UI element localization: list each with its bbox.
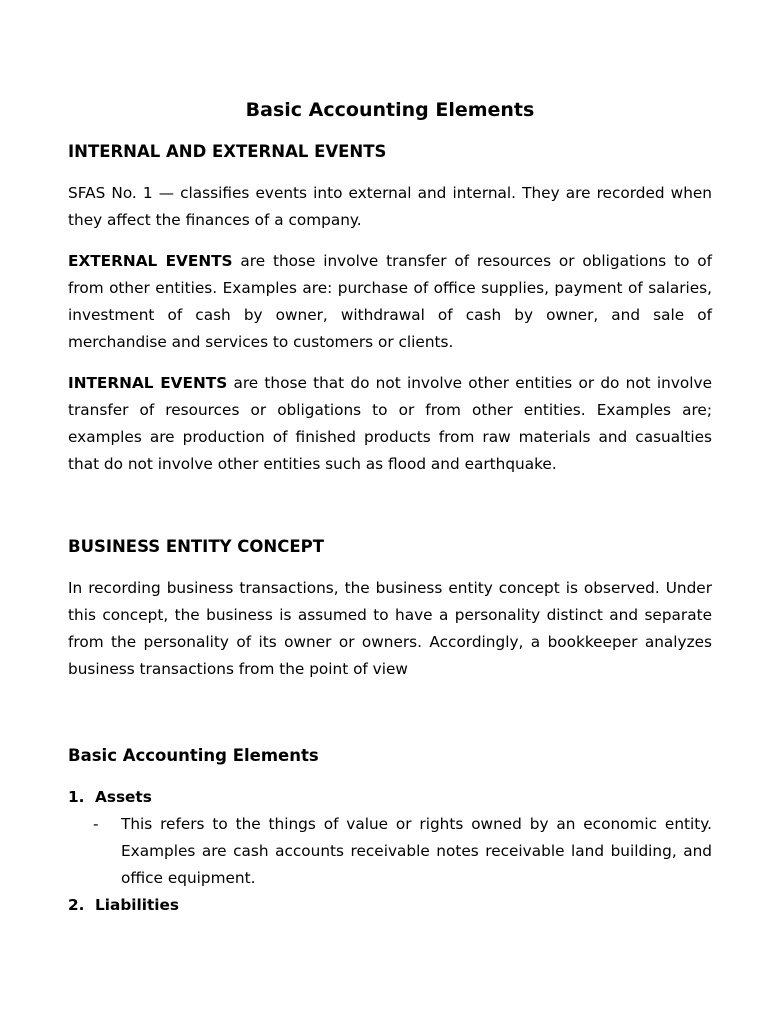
list-item-label: Assets xyxy=(95,788,152,806)
paragraph-entity-concept: In recording business transactions, the business entity concept is observed. Under this concept, the business is assumed to have a personality distinct and separate from the personality of its owner or owners. Accordingly, a bookkeeper analyzes business transactions from the point of view xyxy=(68,579,712,678)
paragraph-external-events xyxy=(68,248,712,356)
paragraph-sfas-intro: SFAS No. 1 — classifies events into external and internal. They are recorded when they affect the finances of a company. xyxy=(68,184,712,229)
list-item-label: Liabilities xyxy=(95,896,180,914)
document-page xyxy=(68,96,712,919)
section-heading-accounting-elements: Basic Accounting Elements xyxy=(68,746,319,765)
internal-events-text: are those that do not involve other entities or do not involve transfer of resources or obligations to or from other entities. Examples are; examples are production of finished products from raw materials and casualties that do not involve other entities such as flood and earthquake. xyxy=(68,374,712,473)
list-number: 2. xyxy=(68,896,85,914)
assets-description-text: This refers to the things of value or rights owned by an economic entity. Examples are cash accounts receivable notes receivable land building, and office equipment. xyxy=(121,815,712,887)
paragraph-internal-events xyxy=(68,370,712,478)
dash-bullet: - xyxy=(93,815,99,833)
assets-sub-list xyxy=(68,811,712,892)
section-spacer xyxy=(68,492,712,535)
document-title: Basic Accounting Elements xyxy=(245,99,535,121)
accounting-elements-list xyxy=(68,784,712,919)
section-spacer xyxy=(68,697,712,744)
section-heading-events: INTERNAL AND EXTERNAL EVENTS xyxy=(68,142,387,161)
list-item-assets xyxy=(68,784,712,892)
list-item-liabilities xyxy=(68,892,712,919)
external-events-text: are those involve transfer of resources or obligations to of from other entities. Examples are: purchase of office supplies, payment of salaries, investment of cash by owner, withdrawal of cash by owner, and sale of merchandise and services to customers or clients. xyxy=(68,252,712,351)
section-heading-entity-concept: BUSINESS ENTITY CONCEPT xyxy=(68,537,324,556)
internal-events-term: INTERNAL EVENTS xyxy=(68,374,228,392)
list-number: 1. xyxy=(68,788,85,806)
external-events-term: EXTERNAL EVENTS xyxy=(68,252,233,270)
assets-description xyxy=(68,811,712,892)
